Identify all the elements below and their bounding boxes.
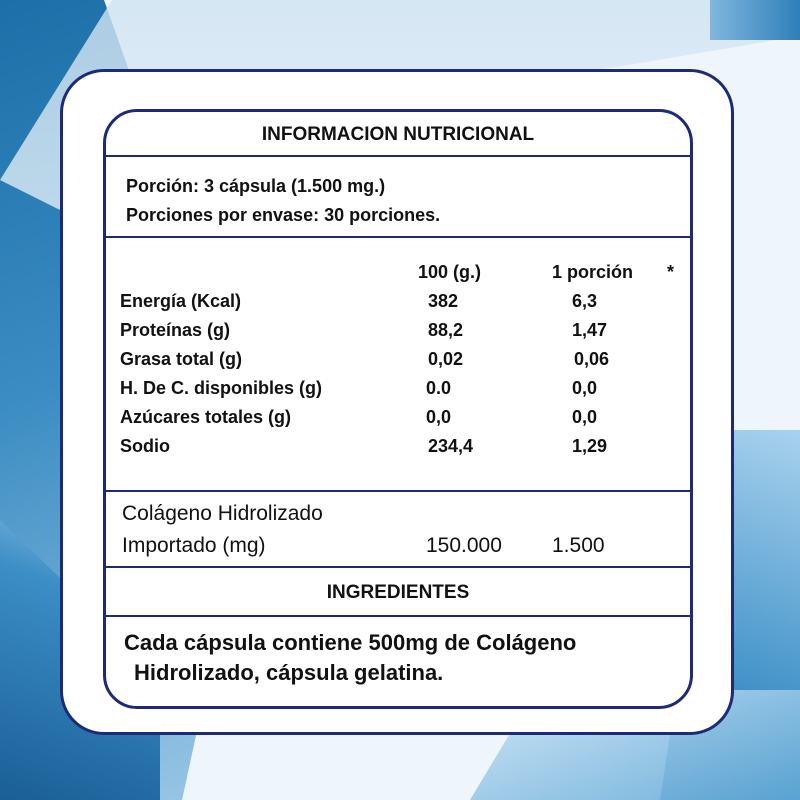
nutrition-panel — [103, 109, 693, 709]
header-portion: 1 porción — [552, 262, 634, 282]
row-portion: 0,0 — [572, 378, 598, 398]
row-label: Grasa total (g) — [120, 349, 243, 369]
divider — [106, 155, 690, 157]
row-per100: 0,02 — [428, 349, 464, 369]
row-label: H. De C. disponibles (g) — [120, 378, 323, 398]
collagen-unit-label: Importado (mg) — [122, 534, 266, 557]
row-per100: 0,0 — [426, 407, 452, 427]
row-per100: 234,4 — [428, 436, 474, 456]
row-label: Energía (Kcal) — [120, 291, 242, 311]
row-portion: 0,0 — [572, 407, 598, 427]
ingredients-heading: INGREDIENTES — [326, 582, 470, 603]
row-per100: 382 — [428, 291, 459, 311]
divider — [106, 236, 690, 238]
header-asterisk: * — [667, 262, 675, 282]
header-per100: 100 (g.) — [418, 262, 482, 282]
row-per100: 88,2 — [428, 320, 464, 340]
row-portion: 0,06 — [574, 349, 610, 369]
ingredients-text-line1: Cada cápsula contiene 500mg de Colágeno — [124, 630, 577, 655]
divider — [106, 490, 690, 492]
row-portion: 1,47 — [572, 320, 608, 340]
ingredients-text-line2: Hidrolizado, cápsula gelatina. — [134, 660, 444, 685]
bg-shape — [710, 0, 800, 40]
serving-size: Porción: 3 cápsula (1.500 mg.) — [126, 176, 386, 196]
row-label: Proteínas (g) — [120, 320, 231, 340]
panel-title: INFORMACION NUTRICIONAL — [261, 124, 535, 145]
collagen-portion: 1.500 — [552, 534, 605, 557]
collagen-per100: 150.000 — [426, 534, 502, 557]
row-portion: 1,29 — [572, 436, 608, 456]
row-portion: 6,3 — [572, 291, 598, 311]
divider — [106, 615, 690, 617]
row-per100: 0.0 — [426, 378, 452, 398]
row-label: Azúcares totales (g) — [120, 407, 292, 427]
collagen-label: Colágeno Hidrolizado — [122, 502, 323, 525]
divider — [106, 566, 690, 568]
servings-per-container: Porciones por envase: 30 porciones. — [126, 205, 441, 225]
row-label: Sodio — [120, 436, 170, 456]
